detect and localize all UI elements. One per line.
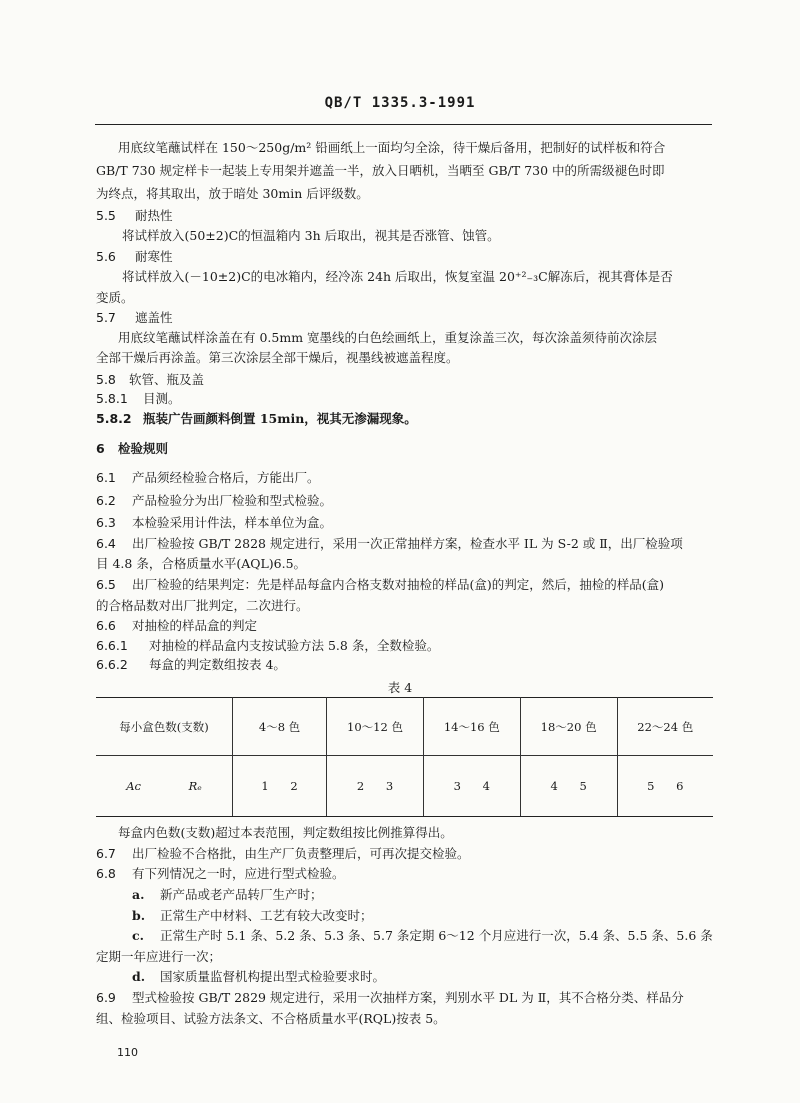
paragraph-line: 出厂检验按 GB/T 2828 规定进行，采用一次正常抽样方案，检查水平 IL 为 S-2 或 Ⅱ，出厂检验项 xyxy=(132,536,683,551)
table-cell xyxy=(233,756,327,817)
section-number: 5.5 xyxy=(96,208,116,223)
paragraph-line: 目 4.8 条，合格质量水平(AQL)6.5。 xyxy=(96,556,307,571)
section-number: 5.8.2 xyxy=(96,411,132,426)
re-label: Rₑ xyxy=(188,779,202,793)
list-item: 国家质量监督机构提出型式检验要求时。 xyxy=(160,969,386,984)
ac-label: Aᴄ xyxy=(126,779,141,793)
section-title: 耐热性 xyxy=(135,208,173,223)
paragraph-line: 有下列情况之一时，应进行型式检验。 xyxy=(132,866,345,881)
list-item: 新产品或老产品转厂生产时； xyxy=(160,887,323,902)
table-row-label xyxy=(96,756,233,817)
section-number: 6.5 xyxy=(96,577,116,592)
paragraph-line: 出厂检验不合格批，由生产厂负责整理后，可再次提交检验。 xyxy=(132,846,470,861)
paragraph-line: 本检验采用计件法，样本单位为盒。 xyxy=(132,515,333,530)
paragraph-line: 型式检验按 GB/T 2829 规定进行，采用一次抽样方案，判别水平 DL 为 Ⅱ，其不合格分类、样品分 xyxy=(132,990,684,1005)
table-header-cell: 18～20 色 xyxy=(520,698,617,756)
paragraph-line: 产品须经检验合格后，方能出厂。 xyxy=(132,470,320,485)
section-title: 软管、瓶及盖 xyxy=(129,372,205,387)
list-label: a. xyxy=(132,887,145,902)
paragraph-line: 产品检验分为出厂检验和型式检验。 xyxy=(132,493,333,508)
re-value: 5 xyxy=(579,779,587,793)
paragraph-line: 对抽检的样品盒内支按试验方法 5.8 条，全数检验。 xyxy=(149,638,440,653)
paragraph-line: 组、检验项目、试验方法条文、不合格质量水平(RQL)按表 5。 xyxy=(96,1011,446,1026)
section-number: 6.8 xyxy=(96,866,116,881)
re-value: 2 xyxy=(290,779,298,793)
list-label: c. xyxy=(132,928,144,943)
section-number: 6.7 xyxy=(96,846,116,861)
ac-value: 3 xyxy=(453,779,461,793)
section-number: 6.3 xyxy=(96,515,116,530)
paragraph-line: 全部干燥后再涂盖。第三次涂层全部干燥后，视墨线被遮盖程度。 xyxy=(96,350,459,365)
paragraph-line: 将试样放入(50±2)C的恒温箱内 3h 后取出，视其是否涨管、蚀管。 xyxy=(122,228,500,243)
ac-value: 1 xyxy=(261,779,269,793)
chapter-number: 6 xyxy=(96,441,105,456)
table-caption: 表 4 xyxy=(387,680,413,695)
section-number: 6.6.2 xyxy=(96,657,128,672)
ac-value: 5 xyxy=(647,779,655,793)
paragraph-line: GB/T 730 规定样卡一起装上专用架并遮盖一半，放入日晒机，当晒至 GB/T 730 中的所需级褪色时即 xyxy=(96,163,665,178)
standard-number-header: QB/T 1335.3-1991 xyxy=(324,95,476,111)
section-number: 6.6 xyxy=(96,618,116,633)
judgement-table xyxy=(96,697,713,817)
paragraph-line: 出厂检验的结果判定：先是样品每盒内合格支数对抽检的样品(盒)的判定，然后，抽检的样品(盒) xyxy=(132,577,665,592)
section-number: 5.8.1 xyxy=(96,391,128,406)
table-cell xyxy=(520,756,617,817)
paragraph-line: 用底纹笔蘸试样涂盖在有 0.5mm 宽墨线的白色绘画纸上，重复涂盖三次，每次涂盖须待前次涂层 xyxy=(118,330,658,345)
table-note: 每盒内色数(支数)超过本表范围，判定数组按比例推算得出。 xyxy=(118,825,453,840)
paragraph-line: 瓶装广告画颜料倒置 15min，视其无渗漏现象。 xyxy=(143,411,417,426)
re-value: 3 xyxy=(385,779,394,793)
section-title: 对抽检的样品盒的判定 xyxy=(132,618,258,633)
table-cell xyxy=(617,756,713,817)
paragraph-line: 为终点，将其取出，放于暗处 30min 后评级数。 xyxy=(96,186,369,201)
section-title: 遮盖性 xyxy=(135,310,173,325)
list-item: 定期一年应进行一次； xyxy=(96,949,222,964)
paragraph-line: 用底纹笔蘸试样在 150～250g/m² 铅画纸上一面均匀全涂，待干燥后备用，把制好的试样板和符合 xyxy=(118,140,666,155)
paragraph-line: 将试样放入(－10±2)C的电冰箱内，经冷冻 24h 后取出，恢复室温 20⁺²₋₃C解冻后，视其膏体是否 xyxy=(122,269,673,284)
section-number: 6.1 xyxy=(96,470,116,485)
re-value: 4 xyxy=(482,779,490,793)
paragraph-line: 每盒的判定数组按表 4。 xyxy=(149,657,286,672)
table-header-cell: 4～8 色 xyxy=(233,698,327,756)
ac-value: 4 xyxy=(550,779,558,793)
section-number: 5.6 xyxy=(96,249,116,264)
section-number: 6.6.1 xyxy=(96,638,128,653)
table-cell xyxy=(423,756,520,817)
list-label: d. xyxy=(132,969,146,984)
paragraph-line: 变质。 xyxy=(96,290,134,305)
list-item: 正常生产中材料、工艺有较大改变时； xyxy=(160,908,373,923)
table-header-cell: 10～12 色 xyxy=(327,698,424,756)
re-value: 6 xyxy=(676,779,684,793)
list-label: b. xyxy=(132,908,146,923)
section-number: 6.9 xyxy=(96,990,116,1005)
chapter-title: 检验规则 xyxy=(118,441,169,456)
section-number: 6.4 xyxy=(96,536,116,551)
table-header-cell: 每小盒色数(支数) xyxy=(96,698,233,756)
section-number: 6.2 xyxy=(96,493,116,508)
table-cell xyxy=(327,756,424,817)
section-title: 耐寒性 xyxy=(135,249,173,264)
section-number: 5.8 xyxy=(96,372,116,387)
table-header-cell: 14～16 色 xyxy=(423,698,520,756)
ac-value: 2 xyxy=(356,779,365,793)
paragraph-line: 的合格品数对出厂批判定，二次进行。 xyxy=(96,598,309,613)
page-number: 110 xyxy=(117,1046,138,1059)
list-item: 正常生产时 5.1 条、5.2 条、5.3 条、5.7 条定期 6～12 个月应进行一次，5.4 条、5.5 条、5.6 条 xyxy=(160,928,713,943)
header-rule xyxy=(95,124,712,125)
section-number: 5.7 xyxy=(96,310,116,325)
table-header-cell: 22～24 色 xyxy=(617,698,713,756)
paragraph-line: 目测。 xyxy=(143,391,181,406)
